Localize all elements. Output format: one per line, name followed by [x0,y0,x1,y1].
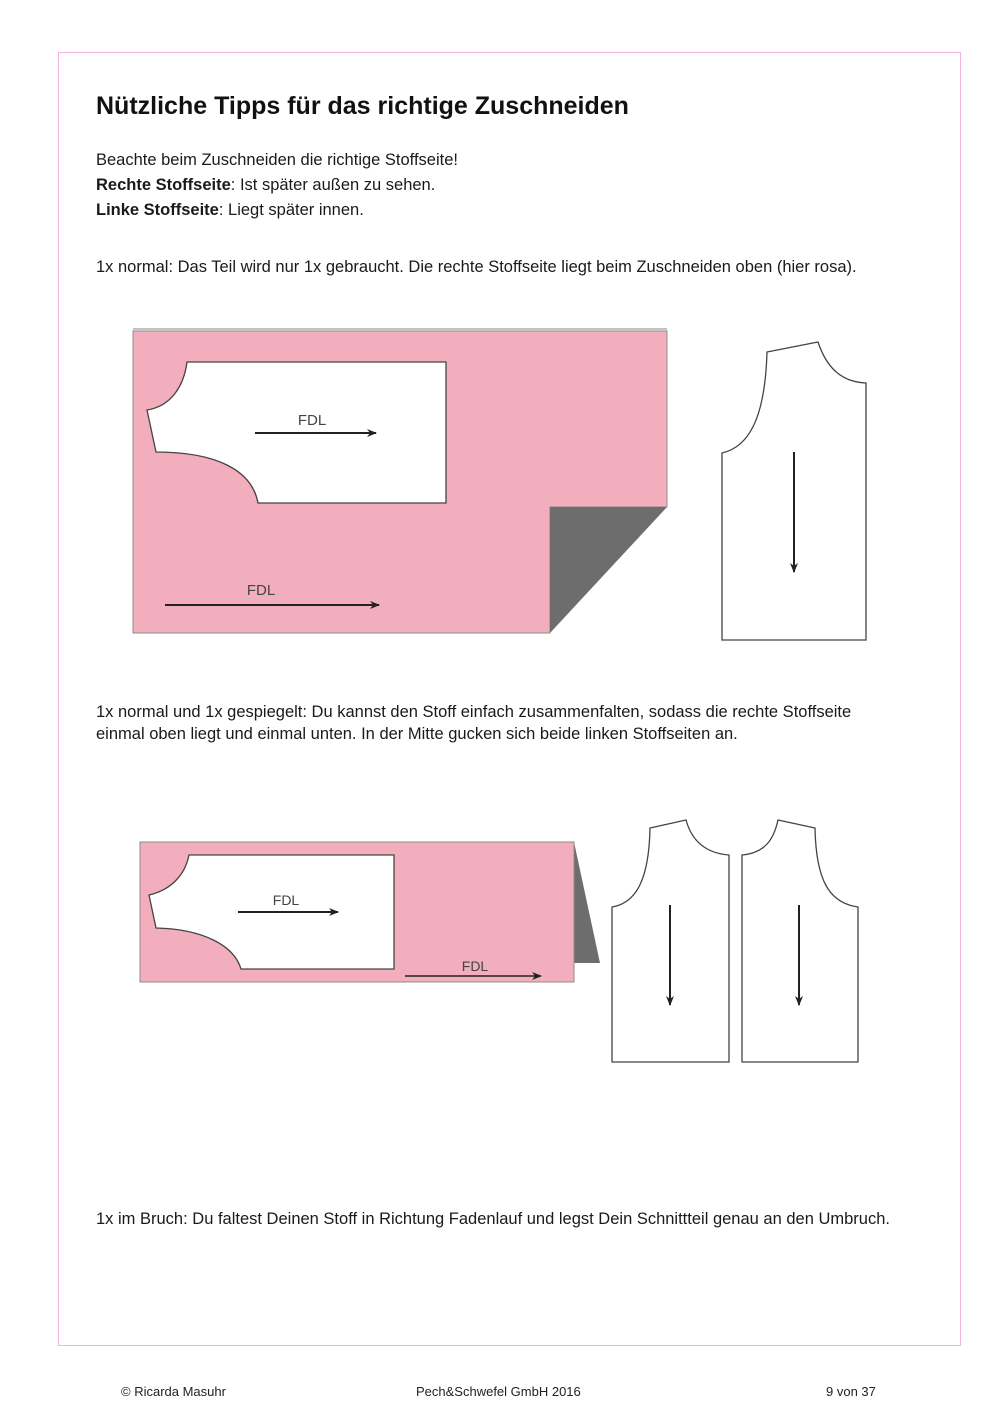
figure-folded-fabric [140,820,858,1062]
page-title: Nützliche Tipps für das richtige Zuschneiden [96,92,629,120]
left-side-text: : Liegt später innen. [218,201,364,219]
section-fold-text: 1x im Bruch: Du faltest Deinen Stoff in Richtung Fadenlauf und legst Dein Schnittteil genau an den Umbruch. [96,1210,890,1228]
section-mirrored-text: 1x normal und 1x gespiegelt: Du kannst den Stoff einfach zusammenfalten, sodass die rechte Stoffseite einmal oben liegt und einmal unten. In der Mitte gucken sich beide linken Stoffseiten an. [96,703,852,743]
footer-company: Pech&Schwefel GmbH 2016 [416,1384,581,1399]
right-side-label: Rechte Stoffseite [96,176,231,194]
fabric-folded-corner [550,507,667,633]
figure-single-layer [133,329,866,640]
intro-line: Beachte beim Zuschneiden die richtige Stoffseite! [96,151,458,169]
grain-label-folded-piece: FDL [272,892,300,908]
section-normal-text: 1x normal: Das Teil wird nur 1x gebraucht. Die rechte Stoffseite liegt beim Zuschneiden oben (hier rosa). [96,258,857,276]
left-side-label: Linke Stoffseite [96,201,219,219]
grain-label-folded-fabric: FDL [461,958,489,974]
fabric-folded-back [574,842,600,963]
grain-label-fabric: FDL [246,582,276,599]
right-side-text: : Ist später außen zu sehen. [230,176,436,194]
footer-page-number: 9 von 37 [826,1384,876,1399]
footer-author: © Ricarda Masuhr [121,1384,226,1399]
grain-label-piece: FDL [297,412,327,429]
